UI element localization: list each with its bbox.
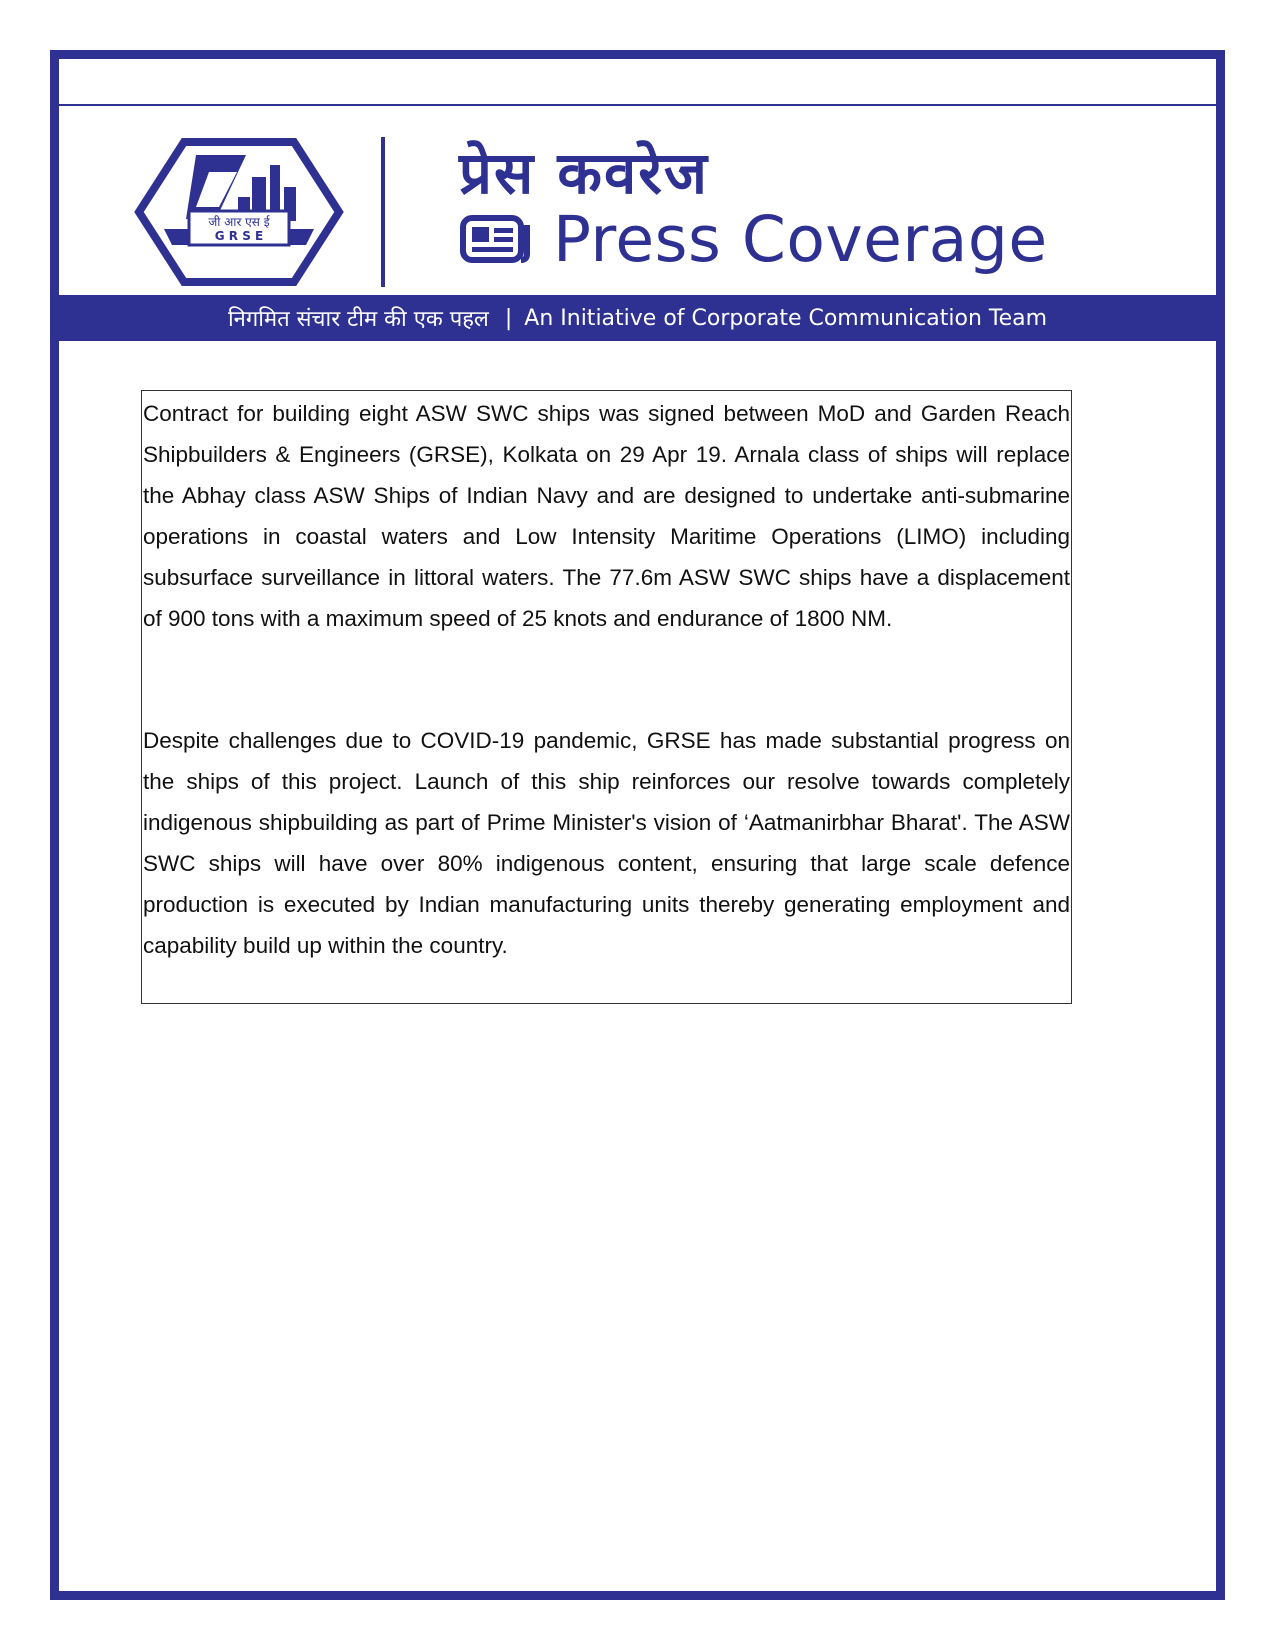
article-box (141, 390, 1072, 1004)
newspaper-icon (459, 214, 531, 264)
logo-english-text: G R S E (214, 229, 264, 243)
header-divider (381, 137, 385, 287)
article-paragraph-1: Contract for building eight ASW SWC ships was signed between MoD and Garden Reach Shipbuilders & Engineers (GRSE), Kolkata on 29 Apr 19. Arnala class of ships will replace the Abhay class ASW Ships of Indian Navy and are designed to undertake anti-submarine operations in coastal waters and Low Intensity Maritime Operations (LIMO) including subsurface surveillance in littoral waters. The 77.6m ASW SWC ships have a displacement of 900 tons with a maximum speed of 25 knots and endurance of 1800 NM. (143, 401, 1070, 631)
paragraph-gap (143, 639, 1070, 720)
article-paragraph-2: Despite challenges due to COVID-19 pandemic, GRSE has made substantial progress on the ships of this project. Launch of this ship reinforces our resolve towards completely indigenous shipbuilding as part of Prime Minister's vision of ‘Aatmanirbhar Bharat'. The ASW SWC ships will have over 80% indigenous content, ensuring that large scale defence production is executed by Indian manufacturing units thereby generating employment and capability build up within the country. (143, 728, 1070, 958)
logo-hindi-text: जी आर एस ई (208, 215, 270, 229)
title-row (459, 199, 1048, 279)
page-frame (50, 50, 1225, 1600)
title-english: Press Coverage (553, 202, 1048, 276)
title-hindi: प्रेस कवरेज (459, 139, 709, 207)
banner-separator: | (504, 305, 513, 331)
initiative-banner (59, 295, 1216, 341)
banner-hindi: निगमित संचार टीम की एक पहल (227, 307, 489, 332)
grse-logo-icon (134, 137, 344, 287)
top-rule (59, 104, 1216, 106)
banner-english: An Initiative of Corporate Communication Team (524, 305, 1048, 331)
